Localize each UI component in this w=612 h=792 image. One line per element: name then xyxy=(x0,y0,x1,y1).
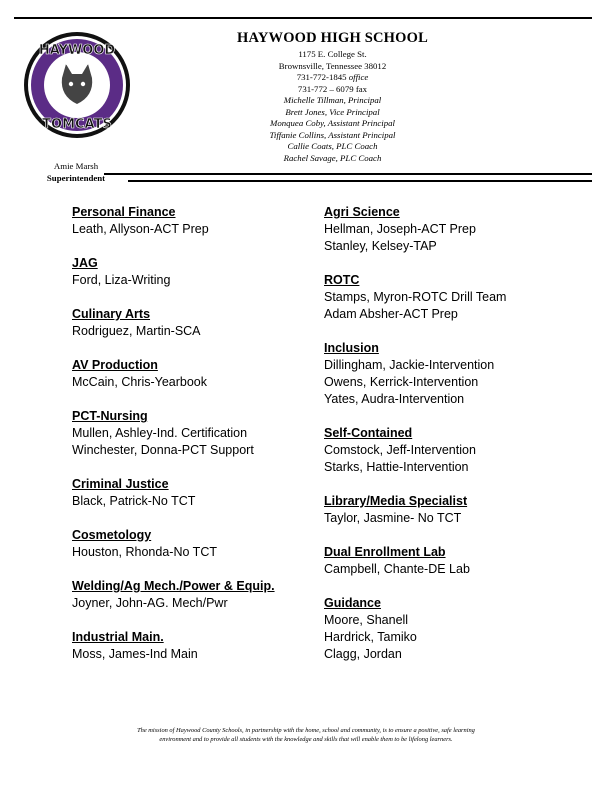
staff-entry: Starks, Hattie-Intervention xyxy=(324,460,469,474)
office-phone-line xyxy=(210,72,455,84)
school-logo xyxy=(22,30,132,140)
address-line: 1175 E. College St. xyxy=(298,49,367,59)
program-section xyxy=(72,629,322,663)
logo-bottom-text: TOMCATS xyxy=(42,117,112,132)
program-section xyxy=(324,272,574,323)
right-column xyxy=(324,204,574,680)
staff-entry: Dillingham, Jackie-Intervention xyxy=(324,358,495,372)
city-line: Brownsville, Tennessee 38012 xyxy=(278,60,387,71)
staff-entry: Hellman, Joseph-ACT Prep xyxy=(324,222,476,236)
logo-ring-top-text: BROWNSVILLE xyxy=(60,62,94,67)
program-section xyxy=(324,595,574,663)
staff-entry: Comstock, Jeff-Intervention xyxy=(324,443,476,457)
staff-entry: Taylor, Jasmine- No TCT xyxy=(324,511,462,525)
superintendent-block xyxy=(28,160,124,184)
program-title: Cosmetology xyxy=(72,528,152,542)
header-divider-lower xyxy=(128,180,592,182)
superintendent-name: Amie Marsh xyxy=(53,161,99,171)
staff-entry: Joyner, John-AG. Mech/Pwr xyxy=(72,596,228,610)
staff-entry: Stamps, Myron-ROTC Drill Team xyxy=(324,290,507,304)
tomcat-eye-icon xyxy=(69,82,73,86)
program-title: Industrial Main. xyxy=(72,630,164,644)
school-name: HAYWOOD HIGH SCHOOL xyxy=(237,30,428,46)
program-title: Dual Enrollment Lab xyxy=(324,545,446,559)
program-title: Agri Science xyxy=(324,205,400,219)
mission-line: The mission of Haywood County Schools, in partnership with the home, school and community, is to ensure a positive, safe learning xyxy=(137,727,475,734)
program-title: PCT-Nursing xyxy=(72,409,148,423)
program-section xyxy=(72,527,322,561)
staff-entry: Leath, Allyson-ACT Prep xyxy=(72,222,209,236)
program-section xyxy=(72,578,322,612)
mission-statement xyxy=(100,726,512,744)
staff-line: Callie Coats, PLC Coach xyxy=(287,141,378,151)
program-section xyxy=(324,425,574,476)
program-section xyxy=(72,306,322,340)
staff-entry: Houston, Rhonda-No TCT xyxy=(72,545,217,559)
program-title: Criminal Justice xyxy=(72,477,169,491)
office-phone: 731-772-1845 xyxy=(296,72,347,82)
top-rule xyxy=(14,17,592,19)
staff-entry: Winchester, Donna-PCT Support xyxy=(72,443,254,457)
program-section xyxy=(72,204,322,238)
program-section xyxy=(72,476,322,510)
staff-entry: Moss, James-Ind Main xyxy=(72,647,198,661)
program-section xyxy=(324,204,574,255)
logo-ring-bottom-text: TENNESSEE xyxy=(63,110,91,115)
program-section xyxy=(72,357,322,391)
staff-line: Monquea Coby, Assistant Principal xyxy=(270,118,395,128)
program-title: Library/Media Specialist xyxy=(324,494,468,508)
logo-top-text: HAYWOOD xyxy=(38,43,116,58)
staff-line: Michelle Tillman, Principal xyxy=(283,95,382,105)
program-section xyxy=(324,340,574,408)
program-title: JAG xyxy=(72,256,98,270)
staff-entry: Owens, Kerrick-Intervention xyxy=(324,375,479,389)
staff-entry: Black, Patrick-No TCT xyxy=(72,494,196,508)
staff-entry: Mullen, Ashley-Ind. Certification xyxy=(72,426,248,440)
staff-entry: Clagg, Jordan xyxy=(324,647,402,661)
program-section xyxy=(72,255,322,289)
staff-entry: McCain, Chris-Yearbook xyxy=(72,375,208,389)
program-title: AV Production xyxy=(72,358,158,372)
staff-line: Rachel Savage, PLC Coach xyxy=(283,152,382,163)
staff-entry: Rodriguez, Martin-SCA xyxy=(72,324,201,338)
program-title: ROTC xyxy=(324,273,360,287)
staff-entry: Ford, Liza-Writing xyxy=(72,273,171,287)
program-title: Personal Finance xyxy=(72,205,176,219)
staff-entry: Campbell, Chante-DE Lab xyxy=(324,562,470,576)
program-section xyxy=(324,544,574,578)
program-title: Self-Contained xyxy=(324,426,413,440)
superintendent-title: Superintendent xyxy=(46,173,106,183)
program-section xyxy=(324,493,574,527)
staff-entry: Adam Absher-ACT Prep xyxy=(324,307,458,321)
fax-line: 731-772 – 6079 fax xyxy=(297,83,368,94)
program-title: Welding/Ag Mech./Power & Equip. xyxy=(72,579,275,593)
staff-line: Brett Jones, Vice Principal xyxy=(285,106,380,117)
tomcat-eye-icon xyxy=(81,82,85,86)
school-header xyxy=(210,30,455,164)
left-column xyxy=(72,204,322,680)
program-title: Guidance xyxy=(324,596,381,610)
staff-entry: Stanley, Kelsey-TAP xyxy=(324,239,437,253)
staff-entry: Moore, Shanell xyxy=(324,613,409,627)
staff-entry: Hardrick, Tamiko xyxy=(324,630,417,644)
staff-entry: Yates, Audra-Intervention xyxy=(324,392,465,406)
program-section xyxy=(72,408,322,459)
program-title: Culinary Arts xyxy=(72,307,151,321)
mission-line: environment and to provide all students with the knowledge and skills that will enable them to be lifelong learners. xyxy=(159,736,453,743)
staff-line: Tiffanie Collins, Assistant Principal xyxy=(269,129,396,140)
header-divider-upper xyxy=(104,173,592,175)
program-title: Inclusion xyxy=(324,341,379,355)
office-label: office xyxy=(348,72,369,82)
